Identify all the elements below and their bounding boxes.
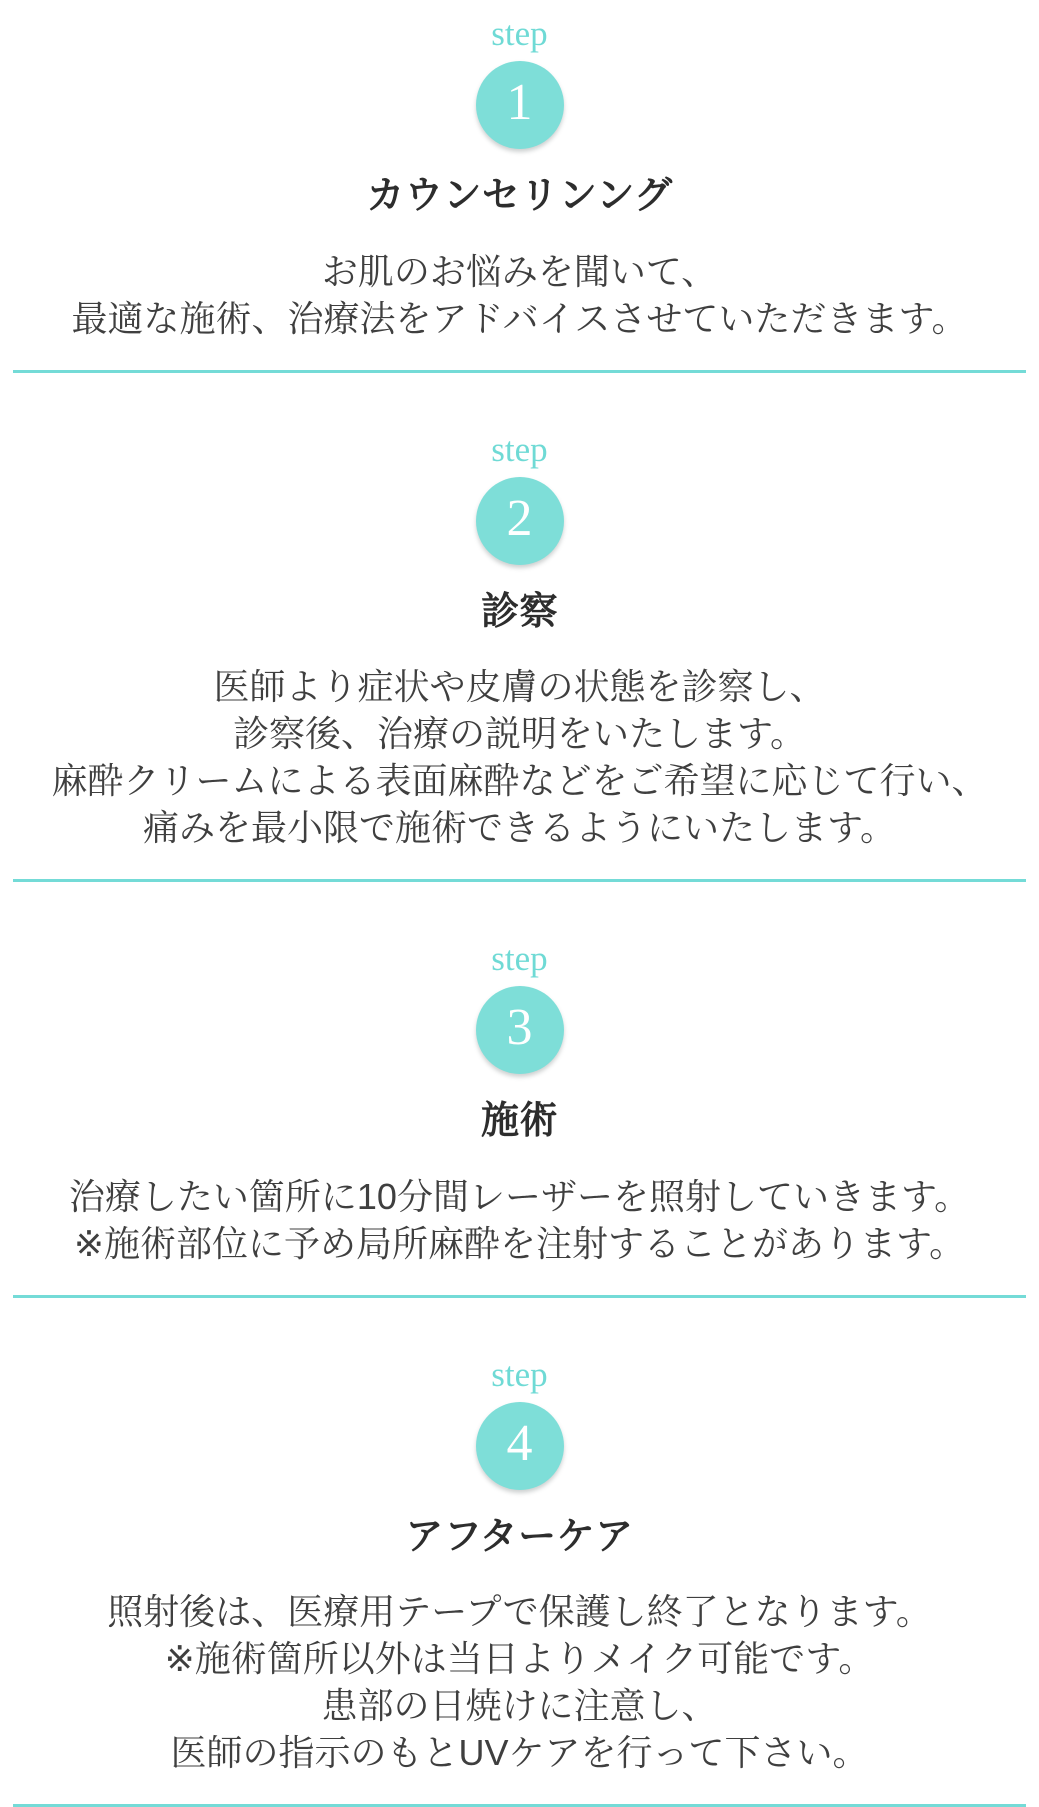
step-title: 診察 (480, 590, 558, 633)
step-description-line: 治療したい箇所に10分間レーザーを照射していきます。 (68, 1175, 971, 1217)
step-description-line: 診察後、治療の説明をいたします。 (232, 713, 807, 755)
step-description-line: 患部の日焼けに注意し、 (321, 1685, 718, 1727)
step-title: カウンセリンング (366, 175, 673, 217)
step-description-line: 医師の指示のもとUVケアを行って下さい。 (170, 1732, 869, 1774)
step-label: step (491, 1354, 548, 1394)
step-section-1 (0, 0, 1039, 370)
step-number-badge (476, 477, 564, 565)
step-number: 2 (506, 489, 533, 547)
step-number-badge (476, 61, 564, 149)
step-section-3 (0, 882, 1039, 1295)
step-number: 1 (506, 74, 533, 131)
step-description-line: お肌のお悩みを聞いて、 (321, 250, 718, 292)
step-description-line: 照射後は、医療用テープで保護し終了となります。 (107, 1591, 932, 1633)
step-number: 3 (506, 999, 533, 1057)
step-label: step (491, 939, 548, 979)
step-label: step (491, 14, 548, 53)
step-number-badge (476, 986, 564, 1074)
step-description-line: ※施術箇所以外は当日よりメイク可能です。 (164, 1638, 875, 1680)
step-label: step (491, 429, 548, 469)
step-description-line: 最適な施術、治療法をアドバイスさせていただきます。 (71, 297, 968, 339)
step-title: アフターケア (405, 1515, 634, 1558)
step-description (0, 1173, 1039, 1267)
step-description-line: 医師より症状や皮膚の状態を診察し、 (213, 666, 826, 708)
step-description-line: 痛みを最小限で施術できるようにいたします。 (142, 807, 897, 849)
step-number-badge (476, 1402, 564, 1490)
step-number: 4 (506, 1414, 533, 1472)
step-description-line: ※施術部位に予め局所麻酔を注射することがあります。 (73, 1222, 966, 1264)
step-section-4 (0, 1298, 1039, 1805)
step-section-2 (0, 373, 1039, 880)
step-description (0, 1588, 1039, 1776)
step-title: 施術 (480, 1100, 558, 1143)
step-description (0, 248, 1039, 342)
step-description (0, 663, 1039, 851)
step-description-line: 麻酔クリームによる表面麻酔などをご希望に応じて行い、 (51, 760, 988, 802)
